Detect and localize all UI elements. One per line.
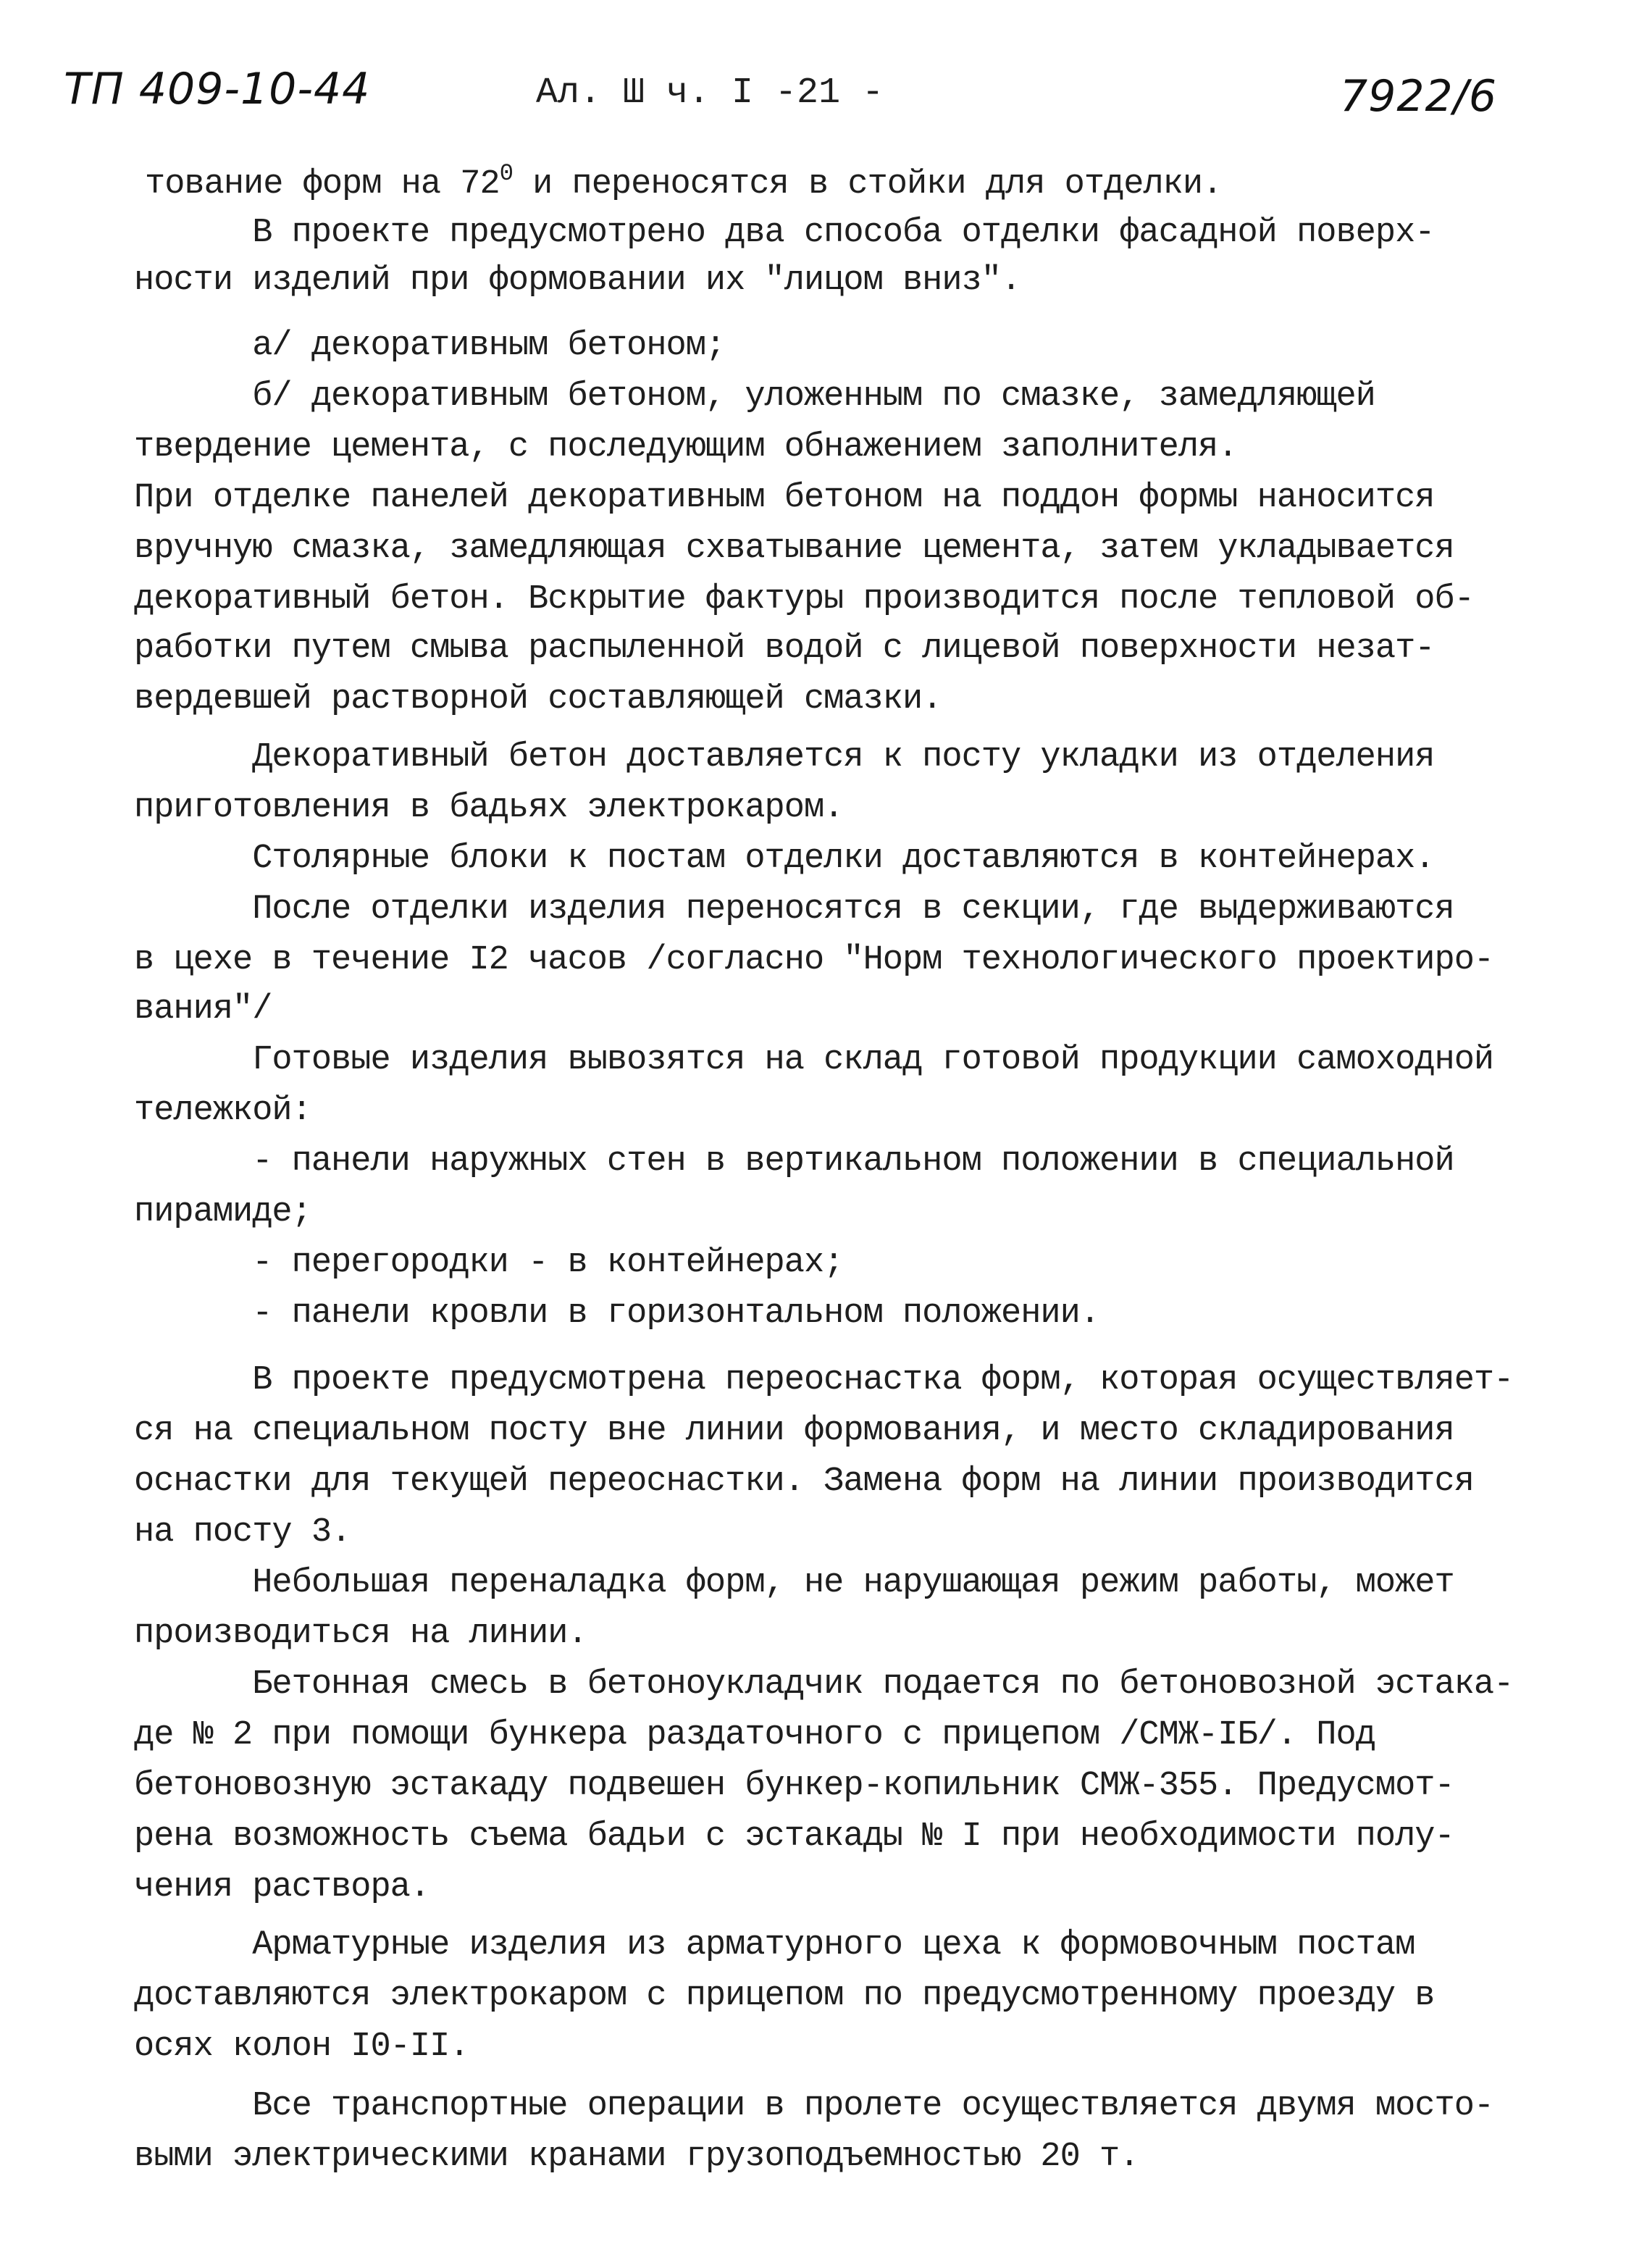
text-line: ности изделий при формовании их "лицом вниз". [134,261,1021,300]
document-code: ТП 409-10-44 [64,64,371,114]
text-line: доставляются электрокаром с прицепом по предусмотренному проезду в [134,1977,1435,2015]
text-line: В проекте предусмотрено два способа отделки фасадной поверх- [134,214,1435,252]
text-line: Бетонная смесь в бетоноукладчик подается по бетоновозной эстака- [134,1665,1514,1704]
text-line: работки путем смыва распыленной водой с лицевой поверхности незат- [134,629,1435,668]
text-line: При отделке панелей декоративным бетоном на поддон формы наносится [134,479,1435,517]
page-header: Ал. Ш ч. I -21 - [536,72,884,114]
text-line: Все транспортные операции в пролете осуществляется двумя мосто- [134,2087,1494,2125]
text-line: оснастки для текущей переоснастки. Замена форм на линии производится [134,1463,1474,1501]
text-line: вердевшей растворной составляющей смазки. [134,680,942,719]
text-line: бетоновозную эстакаду подвешен бункер-копильник СМЖ-355. Предусмот- [134,1767,1454,1805]
text-line: чения раствора. [134,1868,430,1907]
text-line: осях колон I0-II. [134,2028,469,2066]
text-line: - панели наружных стен в вертикальном положении в специальной [134,1142,1454,1181]
text-line: твердение цемента, с последующим обнажением заполнителя. [134,428,1238,466]
text-line: декоративный бетон. Вскрытие фактуры производится после тепловой об- [134,580,1474,619]
text-line: на посту 3. [134,1513,351,1552]
text-line: Столярные блоки к постам отделки доставляются в контейнерах. [134,840,1435,878]
text-line: пирамиде; [134,1193,311,1231]
text-line: - перегородки - в контейнерах; [134,1244,844,1282]
text-line: - панели кровли в горизонтальном положении. [134,1294,1100,1333]
text-line: вручную смазка, замедляющая схватывание цемента, затем укладывается [134,530,1454,568]
text-line: В проекте предусмотрена переоснастка форм, которая осуществляет- [134,1361,1514,1399]
text-line: в цехе в течение I2 часов /согласно "Норм технологического проектиро- [134,941,1494,979]
text-line: приготовления в бадьях электрокаром. [134,789,844,827]
text-line: тележкой: [134,1092,311,1130]
text-line-1: тование форм на $72^0$ и переносятся в стойки для отделки. [145,160,1223,204]
text-line: Декоративный бетон доставляется к посту укладки из отделения [134,738,1435,777]
text-line: вания"/ [134,990,272,1029]
text-line: ся на специальном посту вне линии формования, и место складирования [134,1412,1454,1450]
text-line: Готовые изделия вывозятся на склад готовой продукции самоходной [134,1041,1494,1079]
text-line: Арматурные изделия из арматурного цеха к формовочным постам [134,1926,1415,1964]
text-line: производиться на линии. [134,1615,587,1653]
text-line: рена возможность съема бадьи с эстакады № I при необходимости полу- [134,1817,1454,1856]
text-line: б/ декоративным бетоном, уложенным по смазке, замедляющей [134,377,1375,416]
text-line: а/ декоративным бетоном; [134,327,726,365]
sheet-number: 7922/6 [1340,71,1498,122]
text-line: После отделки изделия переносятся в секции, где выдерживаются [134,890,1454,929]
text-line: де № 2 при помощи бункера раздаточного с прицепом /СМЖ-IБ/. Под [134,1716,1375,1754]
text-line: Небольшая переналадка форм, не нарушающая режим работы, может [134,1564,1454,1602]
text-line: выми электрическими кранами грузоподъемностью 20 т. [134,2138,1139,2176]
